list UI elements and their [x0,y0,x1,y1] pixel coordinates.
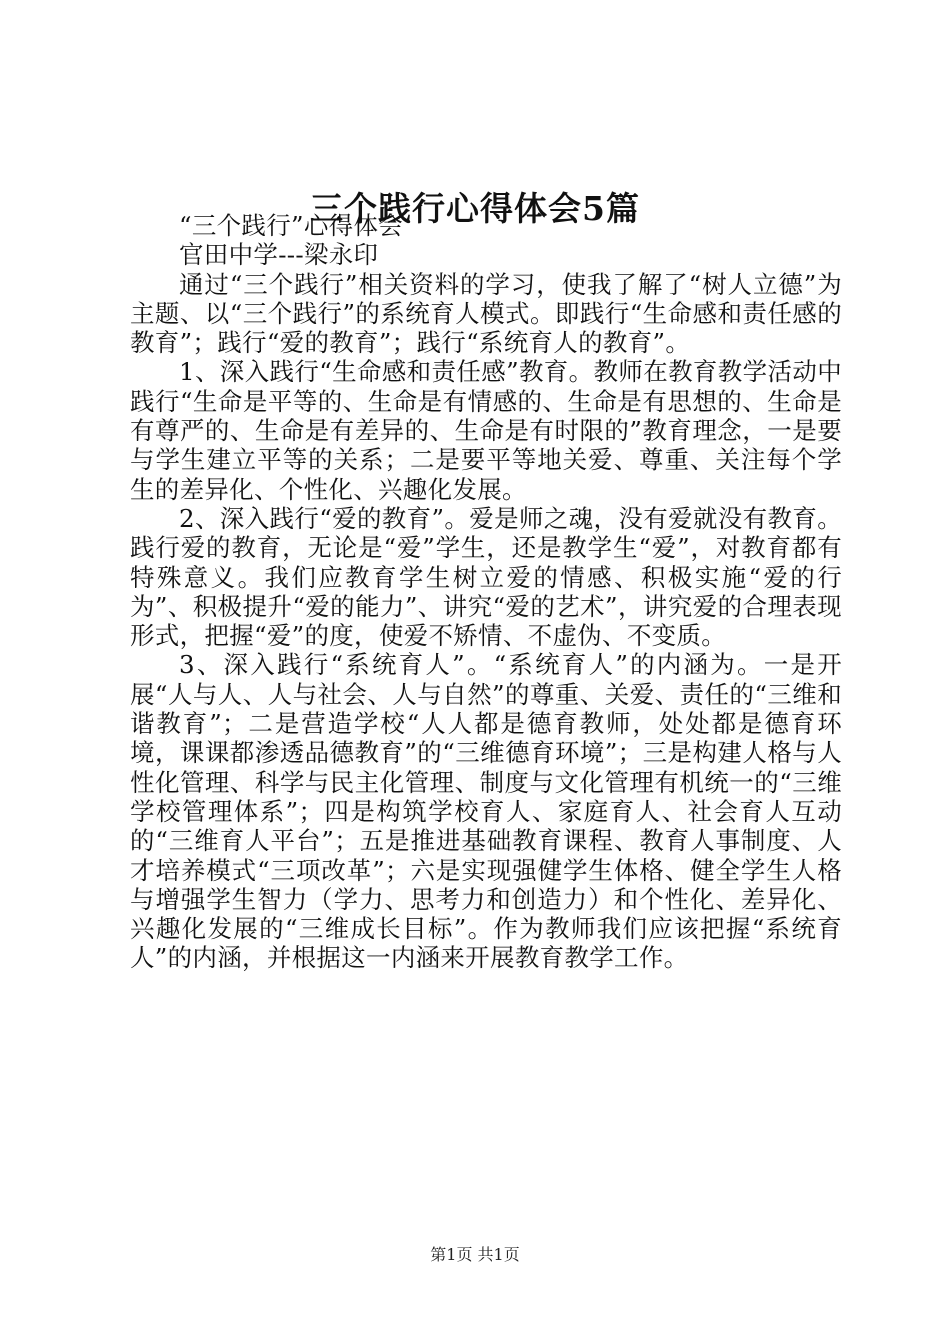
intro-paragraph: 通过“三个践行”相关资料的学习，使我了解了“树人立德”为主题、以“三个践行”的系统育人模式。即践行“生命感和责任感的教育”；践行“爱的教育”；践行“系统育人的教育”。 [130,269,842,358]
subtitle-paragraph: “三个践行”心得体会 [179,211,404,240]
document-title: 三个践行心得体会5篇 [310,189,640,228]
document-body [130,211,842,973]
section-1-paragraph: 1、深入践行“生命感和责任感”教育。教师在教育教学活动中践行“生命是平等的、生命是有情感的、生命是有思想的、生命是有尊严的、生命是有差异的、生命是有时限的”教育理念，一是要与学生建立平等的关系；二是要平等地关爱、尊重、关注每个学生的差异化、个性化、兴趣化发展。 [130,357,842,504]
author-line: 官田中学---梁永印 [179,240,379,270]
section-2-paragraph: 2、深入践行“爱的教育”。爱是师之魂，没有爱就没有教育。践行爱的教育，无论是“爱”学生，还是教学生“爱”，对教育都有特殊意义。我们应教育学生树立爱的情感、积极实施“爱的行为”、积极提升“爱的能力”、讲究“爱的艺术”，讲究爱的合理表现形式，把握“爱”的度，使爱不矫情、不虚伪、不变质。 [130,503,842,651]
section-3-paragraph: 3、深入践行“系统育人”。“系统育人”的内涵为。一是开展“人与人、人与社会、人与自然”的尊重、关爱、责任的“三维和谐教育”；二是营造学校“人人都是德育教师，处处都是德育环境，课课都渗透品德教育”的“三维德育环境”；三是构建人格与人性化管理、科学与民主化管理、制度与文化管理有机统一的“三维学校管理体系”；四是构筑学校育人、家庭育人、社会育人互动的“三维育人平台”；五是推进基础教育课程、教育人事制度、人才培养模式“三项改革”；六是实现强健学生体格、健全学生人格与增强学生智力（学力、思考力和创造力）和个性化、差异化、兴趣化发展的“三维成长目标”。作为教师我们应该把握“系统育人”的内涵，并根据这一内涵来开展教育教学工作。 [130,650,843,973]
page-footer: 第1页 共1页 [430,1245,520,1264]
